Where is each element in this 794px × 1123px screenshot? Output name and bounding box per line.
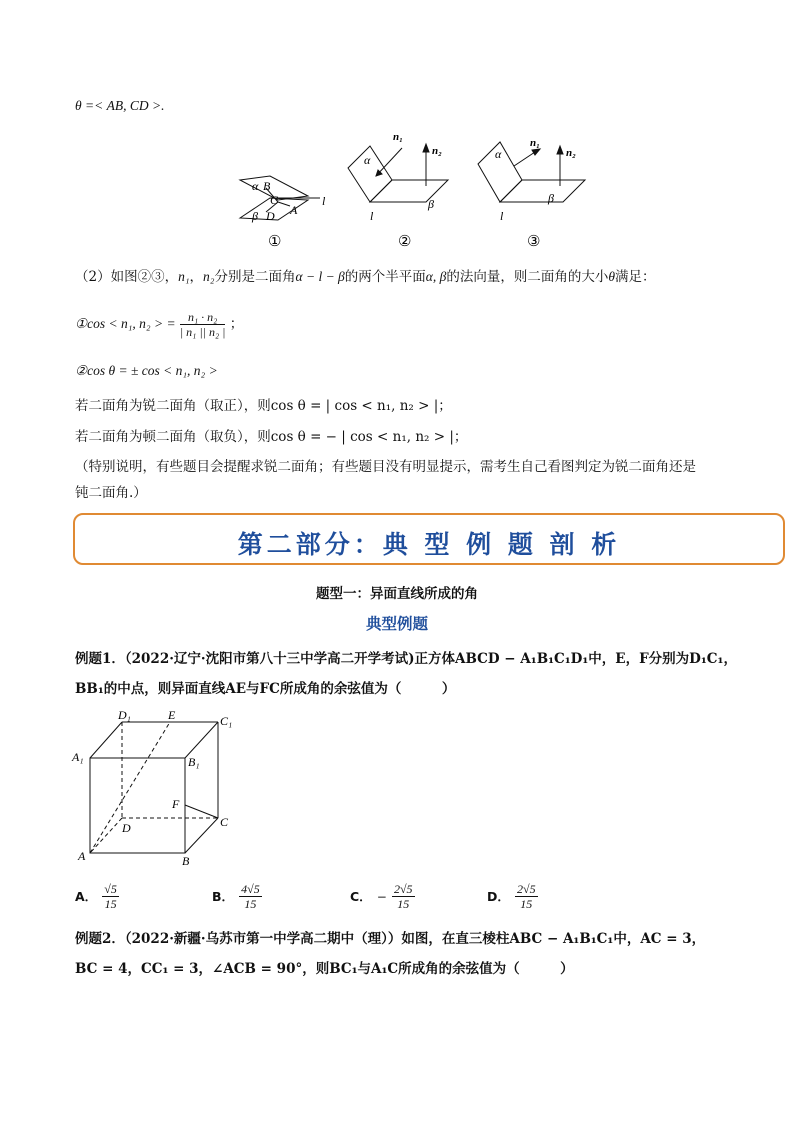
option-c-label: C． [350,889,372,904]
note-line-2: 钝二面角.） [75,485,147,501]
acute-rule: 若二面角为锐二面角（取正），则cos θ = | cos < n₁, n₂ > |； [75,398,452,414]
example1-line1: 例题1．（2022·辽宁·沈阳市第八十三中学高二开学考试)正方体ABCD − A₁B₁C₁D₁中，E，F分别为D₁C₁， [75,651,737,667]
para2-sep: ， [189,269,204,285]
normal-n2: n₂ [203,269,215,284]
option-c[interactable] [350,882,415,911]
option-a-num: √5 [104,882,117,896]
fig2-label-n2: n₂ [432,145,442,157]
formula-item-2: ②cos θ = ± cos < n₁, n₂ > [75,363,218,378]
option-a-value [102,882,119,911]
cube-label-F: F [172,797,180,811]
cube-label-C1: C₁ [220,714,233,728]
option-b-den: 15 [244,897,257,911]
theta-symbol: θ [608,269,615,284]
fig1-label-l: l [322,194,326,208]
fig2-label-beta: β [428,197,434,211]
cube-front-face [90,758,185,853]
obtuse-rule: 若二面角为顿二面角（取负），则cos θ = − | cos < n₁, n₂ > |； [75,429,468,445]
question-type-title: 题型一：异面直线所成的角 [316,586,478,602]
fraction-numerator: n₁ · n₂ [180,310,226,325]
fig3-label-l: l [500,209,504,223]
option-c-sign: − [376,890,387,904]
section-banner-title: 第二部分：典 型 例 题 剖 析 [237,530,621,559]
cube-label-A: A [78,849,86,863]
cube-label-C: C [220,815,229,829]
cube-label-D: D [122,821,131,835]
option-a[interactable] [75,882,119,911]
formula-item-1-prefix: ①cos < n₁, n₂ > = [75,316,176,331]
fig1-label-A: A [290,203,298,217]
fig2-label-n1: n₁ [393,131,403,143]
option-d[interactable] [487,882,538,911]
section-banner [73,513,785,565]
para2-intro [75,268,655,286]
para2-intro-mid: 分别是二面角 [214,269,296,285]
option-d-num: 2√5 [516,882,536,896]
segment-FC [185,805,218,818]
formula-item-1-suffix: ； [229,316,244,332]
fig3-label-n2: n₂ [566,147,576,159]
caption-3: ③ [527,234,541,250]
fig2-label-alpha: α [364,153,371,167]
example-section-title: 典型例题 [365,615,428,633]
cube-label-D1: D₁ [118,708,131,722]
cube-label-B1: B₁ [188,755,200,769]
angle-formula: θ =< AB, CD >. [75,98,165,113]
fig1-label-alpha: α [252,179,259,193]
note-line-1: （特别说明，有些题目会提醒求锐二面角；有些题目没有明显提示，需考生自己看图判定为锐二面角还是 [75,459,696,475]
option-c-num: 2√5 [393,882,413,896]
cos-fraction [180,310,226,339]
caption-2: ② [398,234,412,250]
fig1-label-D: D [266,209,275,223]
option-b-num: 4√5 [241,882,260,896]
normal-n1: n₁ [178,269,190,284]
fig3-label-n1: n₁ [530,137,540,149]
plane-beta-3 [500,180,585,202]
cube-label-B: B [182,854,190,868]
option-b-label: B． [212,889,235,904]
para2-intro-mid2: 的两个半平面 [344,269,426,285]
option-d-label: D． [487,889,510,904]
example2-line2: BC = 4，CC₁ = 3，∠ACB = 90°，则BC₁与A₁C所成角的余弦值为（ ） [75,961,574,977]
para2-intro-tail: 满足： [614,269,656,285]
option-d-den: 15 [520,897,533,911]
dihedral-angle-figures [230,128,600,253]
fig3-label-alpha: α [495,147,502,161]
option-d-value [515,882,538,911]
fig3-label-beta: β [548,191,554,205]
cube-figure [70,708,250,873]
formula-item-1 [75,310,243,339]
option-a-label: A． [75,889,98,904]
fig1-label-C: C [270,193,279,207]
option-b-value [239,882,262,911]
fraction-denominator: | n₁ || n₂ | [179,325,226,339]
fig2-label-l: l [370,209,374,223]
plane-beta-2 [370,180,448,202]
option-c-den: 15 [397,897,410,911]
option-b[interactable] [212,882,262,911]
caption-1: ① [268,234,282,250]
dihedral-expr: α − l − β [295,269,345,284]
example2-line1: 例题2．（2022·新疆·乌苏市第一中学高二期中（理））如图，在直三棱柱ABC − A₁B₁C₁中，AC = 3， [75,931,706,947]
example1-line2: BB₁的中点，则异面直线AE与FC所成角的余弦值为（ ） [75,681,456,697]
para2-intro-end: 的法向量，则二面角的大小 [446,269,609,285]
option-c-value [392,882,415,911]
cube-label-E: E [168,708,176,722]
fig1-label-beta: β [252,209,258,223]
fig1-label-B: B [263,179,271,193]
para2-intro-prefix: （2）如图②③， [75,269,179,285]
cube-label-A1: A₁ [72,750,84,764]
planes-expr: α, β [425,269,447,284]
option-a-den: 15 [104,897,117,911]
